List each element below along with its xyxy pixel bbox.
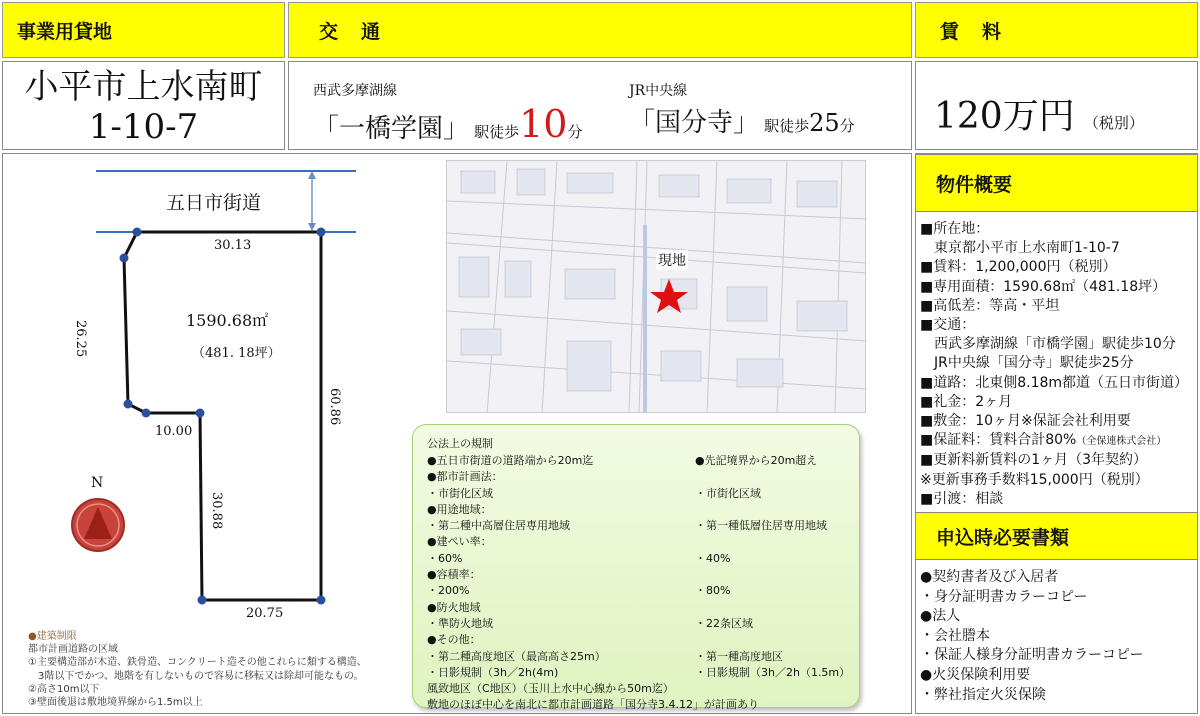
requirements-title-bar (915, 512, 1198, 560)
regulation-left: ・第二種中高層住居専用地域 (427, 519, 570, 533)
regulation-right: ・80% (695, 584, 731, 598)
line1-station: 「一橋学園」 (313, 114, 470, 144)
transport-box (288, 61, 912, 150)
vertex (124, 400, 133, 409)
requirement-line: ●法人 (920, 608, 961, 625)
regulations-list (427, 452, 859, 713)
regulation-left: ・準防火地域 (427, 616, 493, 630)
overview-line: ※更新事務手数料15,000円（税別） (920, 471, 1149, 488)
overview-line: ■道路：北東側8.18m都道（五日市街道） (920, 374, 1189, 391)
regulation-right: ・22条区域 (695, 616, 753, 630)
regulation-left: ●五日市街道の道路端から20m迄 (427, 454, 594, 467)
vertex (120, 254, 129, 263)
regulation-left: ●容積率： (427, 568, 481, 582)
note-line: ②高さ10m以下 (28, 683, 100, 695)
regulation-left: ・市街化区域 (427, 486, 493, 500)
regulations-box (412, 424, 860, 712)
overview-list (920, 220, 1188, 509)
building-notes (28, 630, 367, 709)
requirements-list (920, 568, 1143, 705)
line1-walk-label: 駅徒歩 (474, 123, 520, 141)
address-line2: 1-10-7 (88, 107, 199, 147)
regulation-right: ・市街化区域 (695, 486, 761, 500)
category-label: 事業用貸地 (17, 20, 113, 43)
requirement-line: ・会社謄本 (920, 627, 990, 644)
regulation-row (427, 550, 859, 566)
overview-panel (915, 153, 1198, 714)
transport-line1 (313, 80, 583, 146)
regulation-row (427, 566, 859, 582)
header-transport (288, 2, 912, 58)
regulation-row (427, 533, 859, 549)
regulation-left: ・日影規制（3h／2h(4m) (427, 665, 559, 679)
rent-title: 賃 料 (940, 20, 1004, 43)
regulation-left: ・60% (427, 551, 463, 565)
dim-top: 30.13 (214, 238, 252, 253)
requirement-line: ・保証人様身分証明書カラーコピー (920, 647, 1144, 664)
line2-name: JR中央線 (629, 83, 688, 99)
vertex (317, 228, 326, 237)
notes-head: ●建築制限 (28, 631, 77, 642)
overview-line: 西武多摩湖線「市橋学園」駅徒歩10分 (920, 336, 1176, 353)
north-label: N (91, 475, 104, 491)
dim-left: 26.25 (73, 320, 88, 358)
regulation-row (427, 615, 859, 631)
line2-walk-unit: 分 (839, 117, 855, 135)
plot-area-m2: 1590.68㎡ (186, 311, 269, 330)
regulation-left: 敷地のほぼ中心を南北に都市計画道路「国分寺3.4.12」が計画あり (427, 698, 759, 712)
regulation-right: ・日影規制（3h／2h（1.5m） (695, 665, 851, 679)
regulation-right: ・第一種高度地区 (695, 649, 783, 663)
regulation-left: ●その他： (427, 633, 481, 647)
regulation-row (427, 452, 859, 468)
plot-vertices (120, 228, 326, 605)
road-name: 五日市街道 (166, 192, 262, 214)
vertex (133, 228, 142, 237)
note-line: 3階以下でかつ、地階を有しないもので容易に移転又は除却可能なもの。 (28, 670, 364, 682)
header-category (2, 2, 285, 58)
line2-station: 「国分寺」 (629, 108, 760, 138)
plot-outline (124, 232, 321, 600)
regulation-row (427, 648, 859, 664)
requirement-line: ●火災保険利用要 (920, 666, 1031, 683)
overview-line: JR中央線「国分寺」駅徒歩25分 (920, 355, 1134, 372)
regulation-row (427, 680, 859, 696)
address-box (2, 61, 285, 150)
regulation-row (427, 631, 859, 647)
vertex (196, 409, 205, 418)
regulation-row (427, 468, 859, 484)
overview-line: ■保証料：賃料合計80%（全保連株式会社） (920, 432, 1167, 449)
line2-walk-label: 駅徒歩 (764, 117, 810, 135)
regulation-left: 風致地区（C地区）（玉川上水中心線から50m迄） (427, 682, 674, 696)
overview-line: 東京都小平市上水南町1-10-7 (920, 240, 1120, 257)
note-line: ③壁面後退は敷地境界線から1.5m以上 (28, 697, 203, 709)
dim-lower: 30.88 (209, 492, 224, 530)
plot-area-tsubo: （481. 18坪） (192, 346, 281, 361)
address-line1: 小平市上水南町 (24, 67, 263, 107)
rent-box (915, 61, 1198, 150)
regulation-row (427, 501, 859, 517)
regulations-title: 公法上の規制 (427, 437, 493, 450)
regulation-left: ●都市計画法： (427, 470, 503, 484)
regulation-right: ・40% (695, 551, 731, 565)
dim-step: 10.00 (155, 424, 193, 439)
requirement-line: ●契約書者及び入居者 (920, 569, 1059, 585)
regulation-row (427, 517, 859, 533)
overview-line: ■専用面積：1590.68㎡（481.18坪） (920, 278, 1167, 295)
dim-right: 60.86 (327, 388, 342, 426)
overview-line: ■所在地： (920, 221, 990, 237)
regulation-left: ・第二種高度地区（最高高さ25m） (427, 649, 606, 663)
vertex (198, 596, 207, 605)
overview-line: ■更新料新賃料の1ヶ月（3年契約） (920, 452, 1148, 469)
dim-bottom: 20.75 (246, 606, 284, 621)
overview-line: ■礼金：2ヶ月 (920, 393, 1013, 410)
transport-line2 (629, 80, 855, 139)
notes-lines (28, 643, 367, 709)
rent-tax-note: （税別） (1083, 114, 1144, 132)
requirement-line: ・身分証明書カラーコピー (920, 588, 1088, 605)
requirements-title: 申込時必要書類 (936, 526, 1070, 549)
line1-walk-num: 10 (519, 102, 568, 146)
header-rent (915, 2, 1198, 58)
regulation-right: ●先記境界から20m超え (695, 454, 818, 467)
vertex (142, 409, 151, 418)
regulation-row (427, 599, 859, 615)
map-site-label: 現地 (656, 250, 688, 270)
location-map (446, 160, 866, 413)
regulation-row (427, 582, 859, 598)
transport-title: 交 通 (319, 20, 383, 43)
regulation-row (427, 485, 859, 501)
guarantor-note: （全保連株式会社） (1076, 436, 1167, 448)
line1-walk-unit: 分 (567, 123, 583, 141)
overview-line: ■賃料：1,200,000円（税別） (920, 259, 1117, 276)
regulation-left: ・200% (427, 584, 470, 598)
regulation-left: ●防火地域 (427, 600, 481, 614)
overview-title-bar (915, 154, 1198, 212)
line2-walk-num: 25 (809, 109, 840, 137)
line1-name: 西武多摩湖線 (313, 83, 397, 99)
vertex (317, 596, 326, 605)
regulation-left: ●建ぺい率： (427, 535, 492, 549)
note-line: ①主要構造部が木造、鉄骨造、コンクリート造その他これらに類する構造、 (28, 657, 367, 669)
requirement-line: ・弊社指定火災保険 (920, 686, 1046, 703)
regulation-right: ・第一種低層住居専用地域 (695, 519, 827, 533)
regulation-left: ●用途地域： (427, 502, 492, 516)
regulation-row (427, 696, 859, 712)
plot-diagram (0, 150, 440, 630)
overview-line: ■高低差：等高・平坦 (920, 297, 1060, 314)
regulation-row (427, 664, 859, 680)
overview-title: 物件概要 (936, 173, 1013, 196)
overview-line: ■敷金：10ヶ月※保証会社利用要 (920, 413, 1131, 430)
overview-line: ■交通： (920, 317, 976, 334)
rent-amount: 120万円 (934, 96, 1075, 137)
overview-line: ■引渡：相談 (920, 490, 1004, 507)
note-line: 都市計画道路の区域 (28, 644, 118, 656)
